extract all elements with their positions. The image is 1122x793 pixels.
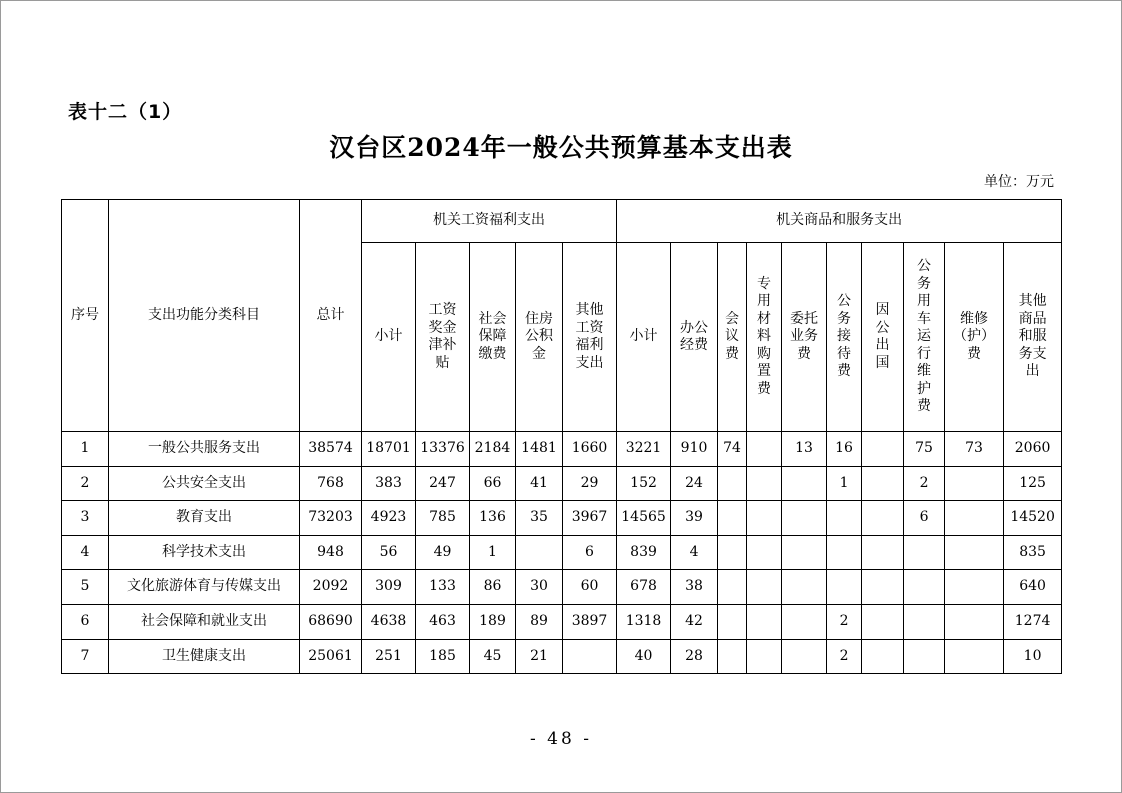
header-text-line: 其他: [575, 302, 604, 318]
row-value-cell: [862, 639, 904, 674]
row-value-cell: 1660: [563, 432, 617, 467]
row-value-cell: 14520: [1004, 501, 1062, 536]
unit-label: 单位：万元: [984, 174, 1054, 190]
row-value-cell: [904, 570, 945, 605]
header-text-line: 购: [757, 345, 772, 362]
header-text-line: 公积: [525, 328, 553, 345]
row-value-cell: 247: [416, 466, 470, 501]
row-total-cell: 73203: [300, 501, 362, 536]
row-value-cell: 30: [516, 570, 563, 605]
row-value-cell: 16: [827, 432, 862, 467]
row-value-cell: 678: [617, 570, 671, 605]
row-value-cell: [782, 604, 827, 639]
row-category-cell: 教育支出: [109, 501, 300, 536]
row-value-cell: 86: [470, 570, 516, 605]
document-title: 汉台区2024年一般公共预算基本支出表: [329, 133, 793, 162]
header-wage-col-4: [563, 243, 617, 432]
row-value-cell: 60: [563, 570, 617, 605]
row-value-cell: 136: [470, 501, 516, 536]
header-text-line: 经费: [680, 337, 709, 353]
header-text-line: 材: [757, 310, 772, 327]
header-text-line: 因: [875, 302, 890, 318]
row-value-cell: [747, 466, 782, 501]
row-value-cell: 1: [470, 535, 516, 570]
row-value-cell: [747, 432, 782, 467]
header-text-line: 会: [725, 310, 740, 327]
table-row: [62, 501, 1062, 536]
row-value-cell: 463: [416, 604, 470, 639]
row-total-cell: 948: [300, 535, 362, 570]
header-text-line: 公: [837, 293, 852, 310]
row-value-cell: [945, 501, 1004, 536]
header-goods-col-6: [862, 243, 904, 432]
header-text-line: 护: [917, 380, 932, 397]
row-value-cell: 125: [1004, 466, 1062, 501]
row-value-cell: [782, 466, 827, 501]
header-text-line: 津补: [428, 337, 457, 353]
header-text-line: 缴费: [478, 345, 507, 362]
row-value-cell: [904, 535, 945, 570]
row-value-cell: 41: [516, 466, 563, 501]
header-goods-col-4: [782, 243, 827, 432]
row-total-cell: 68690: [300, 604, 362, 639]
row-value-cell: [945, 466, 1004, 501]
table-row: [62, 466, 1062, 501]
row-value-cell: 42: [671, 604, 718, 639]
row-value-cell: 152: [617, 466, 671, 501]
row-value-cell: 45: [470, 639, 516, 674]
header-text-line: 专: [757, 275, 772, 292]
header-text-line: 出: [1025, 363, 1040, 380]
header-text-line: 务: [917, 275, 932, 292]
header-text-line: 运: [917, 328, 932, 345]
row-value-cell: [904, 604, 945, 639]
row-value-cell: [718, 570, 747, 605]
header-text-line: 费: [797, 345, 812, 362]
header-goods-col-7: [904, 243, 945, 432]
row-value-cell: 10: [1004, 639, 1062, 674]
row-value-cell: [718, 466, 747, 501]
header-text-line: 贴: [435, 354, 450, 371]
header-goods-col-8: [945, 243, 1004, 432]
row-value-cell: 74: [718, 432, 747, 467]
header-goods-col-9: [1004, 243, 1062, 432]
row-value-cell: [747, 639, 782, 674]
row-value-cell: [747, 570, 782, 605]
header-goods-col-5: [827, 243, 862, 432]
row-value-cell: 1274: [1004, 604, 1062, 639]
row-value-cell: [782, 639, 827, 674]
row-category-cell: 卫生健康支出: [109, 639, 300, 674]
row-value-cell: 89: [516, 604, 563, 639]
header-text-line: 国: [875, 354, 890, 371]
row-value-cell: 66: [470, 466, 516, 501]
row-value-cell: [782, 570, 827, 605]
row-value-cell: 2: [827, 639, 862, 674]
row-seq-cell: 4: [62, 535, 109, 570]
row-value-cell: 189: [470, 604, 516, 639]
row-value-cell: 38: [671, 570, 718, 605]
header-text-line: 业务: [790, 328, 819, 345]
table-body: [62, 432, 1062, 674]
table-label: 表十二（1）: [68, 101, 183, 123]
row-value-cell: [718, 535, 747, 570]
header-total: 总计: [300, 200, 362, 432]
header-wage-col-1: [416, 243, 470, 432]
row-value-cell: [862, 570, 904, 605]
header-goods-col-3: [747, 243, 782, 432]
row-value-cell: [862, 501, 904, 536]
header-text-line: 住房: [525, 310, 553, 327]
header-text-line: 委托: [790, 310, 819, 327]
table-row: [62, 639, 1062, 674]
row-value-cell: 75: [904, 432, 945, 467]
row-value-cell: [516, 535, 563, 570]
header-text-line: 小计: [374, 328, 403, 345]
row-value-cell: 2: [904, 466, 945, 501]
row-value-cell: 73: [945, 432, 1004, 467]
row-total-cell: 768: [300, 466, 362, 501]
header-text-line: 接: [837, 328, 852, 345]
header-wage-col-3: [516, 243, 563, 432]
header-text-line: 待: [837, 345, 852, 362]
row-value-cell: 29: [563, 466, 617, 501]
row-value-cell: 785: [416, 501, 470, 536]
row-value-cell: 39: [671, 501, 718, 536]
row-value-cell: [945, 604, 1004, 639]
header-text-line: 福利: [575, 337, 604, 353]
row-value-cell: 2060: [1004, 432, 1062, 467]
header-text-line: 社会: [478, 310, 507, 327]
row-value-cell: [718, 604, 747, 639]
row-value-cell: 1481: [516, 432, 563, 467]
header-text-line: 公: [875, 319, 890, 336]
header-text-line: （护）: [953, 328, 996, 345]
header-text-line: 小计: [629, 328, 658, 345]
row-value-cell: 4: [671, 535, 718, 570]
row-value-cell: [747, 501, 782, 536]
header-text-line: 务: [837, 310, 852, 327]
header-text-line: 车: [917, 310, 932, 327]
row-value-cell: 2: [827, 604, 862, 639]
table-row: [62, 570, 1062, 605]
row-value-cell: [827, 570, 862, 605]
row-total-cell: 38574: [300, 432, 362, 467]
row-seq-cell: 1: [62, 432, 109, 467]
row-value-cell: 18701: [362, 432, 416, 467]
header-text-line: 和服: [1018, 328, 1047, 345]
header-text-line: 务支: [1018, 345, 1047, 362]
row-value-cell: [862, 432, 904, 467]
header-goods-col-1: [671, 243, 718, 432]
row-value-cell: 21: [516, 639, 563, 674]
header-wage-col-0: [362, 243, 416, 432]
row-value-cell: 640: [1004, 570, 1062, 605]
row-value-cell: [718, 639, 747, 674]
header-text-line: 商品: [1018, 310, 1047, 327]
row-seq-cell: 3: [62, 501, 109, 536]
header-text-line: 费: [917, 398, 932, 415]
header-text-line: 奖金: [428, 319, 457, 336]
row-category-cell: 社会保障和就业支出: [109, 604, 300, 639]
header-goods-col-0: [617, 243, 671, 432]
header-text-line: 保障: [478, 328, 507, 345]
header-text-line: 费: [725, 345, 740, 362]
row-value-cell: 185: [416, 639, 470, 674]
row-value-cell: [827, 535, 862, 570]
header-text-line: 出: [875, 337, 890, 353]
row-value-cell: 13376: [416, 432, 470, 467]
row-value-cell: 309: [362, 570, 416, 605]
header-text-line: 议: [725, 328, 740, 345]
row-value-cell: 839: [617, 535, 671, 570]
row-value-cell: 4923: [362, 501, 416, 536]
row-value-cell: [904, 639, 945, 674]
row-value-cell: [747, 535, 782, 570]
row-value-cell: 14565: [617, 501, 671, 536]
header-text-line: 维: [917, 363, 932, 380]
row-value-cell: 1318: [617, 604, 671, 639]
row-category-cell: 科学技术支出: [109, 535, 300, 570]
row-category-cell: 一般公共服务支出: [109, 432, 300, 467]
row-value-cell: [782, 501, 827, 536]
row-value-cell: 1: [827, 466, 862, 501]
row-value-cell: 3221: [617, 432, 671, 467]
row-total-cell: 2092: [300, 570, 362, 605]
row-value-cell: [945, 639, 1004, 674]
header-text-line: 费: [967, 345, 982, 362]
header-seq: 序号: [62, 200, 109, 432]
header-category: 支出功能分类科目: [109, 200, 300, 432]
row-value-cell: 4638: [362, 604, 416, 639]
row-value-cell: [718, 501, 747, 536]
row-value-cell: 3897: [563, 604, 617, 639]
header-text-line: 金: [532, 345, 546, 362]
row-value-cell: [945, 535, 1004, 570]
row-value-cell: 251: [362, 639, 416, 674]
row-value-cell: 2184: [470, 432, 516, 467]
row-value-cell: 40: [617, 639, 671, 674]
row-value-cell: 383: [362, 466, 416, 501]
row-value-cell: 6: [904, 501, 945, 536]
header-text-line: 用: [917, 293, 932, 310]
row-seq-cell: 7: [62, 639, 109, 674]
header-text-line: 维修: [960, 310, 989, 327]
row-value-cell: 13: [782, 432, 827, 467]
header-text-line: 料: [757, 328, 772, 345]
header-text-line: 费: [757, 380, 772, 397]
header-text-line: 公: [917, 258, 932, 275]
header-group-goods: 机关商品和服务支出: [617, 200, 1062, 243]
header-text-line: 置: [757, 363, 772, 380]
header-group-wage: 机关工资福利支出: [362, 200, 617, 243]
table-row: [62, 604, 1062, 639]
row-value-cell: 56: [362, 535, 416, 570]
header-group-row: [62, 200, 1062, 243]
row-value-cell: [862, 604, 904, 639]
row-value-cell: [747, 604, 782, 639]
row-seq-cell: 6: [62, 604, 109, 639]
header-text-line: 其他: [1018, 293, 1047, 310]
row-value-cell: 6: [563, 535, 617, 570]
header-wage-col-2: [470, 243, 516, 432]
row-total-cell: 25061: [300, 639, 362, 674]
row-category-cell: 公共安全支出: [109, 466, 300, 501]
row-value-cell: 49: [416, 535, 470, 570]
row-seq-cell: 5: [62, 570, 109, 605]
row-value-cell: [782, 535, 827, 570]
row-value-cell: 24: [671, 466, 718, 501]
table-row: [62, 535, 1062, 570]
table-row: [62, 432, 1062, 467]
row-value-cell: [945, 570, 1004, 605]
header-text-line: 费: [837, 363, 852, 380]
page-number: - 48 -: [530, 729, 592, 749]
header-text-line: 行: [917, 345, 932, 362]
header-text-line: 工资: [428, 302, 457, 318]
header-text-line: 用: [757, 293, 772, 310]
row-value-cell: [862, 535, 904, 570]
header-goods-col-2: [718, 243, 747, 432]
row-value-cell: 3967: [563, 501, 617, 536]
header-text-line: 支出: [575, 354, 604, 371]
header-text-line: 工资: [575, 319, 604, 336]
row-value-cell: [563, 639, 617, 674]
header-text-line: 办公: [680, 319, 709, 336]
row-value-cell: [862, 466, 904, 501]
row-category-cell: 文化旅游体育与传媒支出: [109, 570, 300, 605]
row-value-cell: 35: [516, 501, 563, 536]
row-value-cell: [827, 501, 862, 536]
row-value-cell: 133: [416, 570, 470, 605]
row-seq-cell: 2: [62, 466, 109, 501]
row-value-cell: 28: [671, 639, 718, 674]
row-value-cell: 835: [1004, 535, 1062, 570]
budget-table: [61, 199, 1062, 674]
row-value-cell: 910: [671, 432, 718, 467]
